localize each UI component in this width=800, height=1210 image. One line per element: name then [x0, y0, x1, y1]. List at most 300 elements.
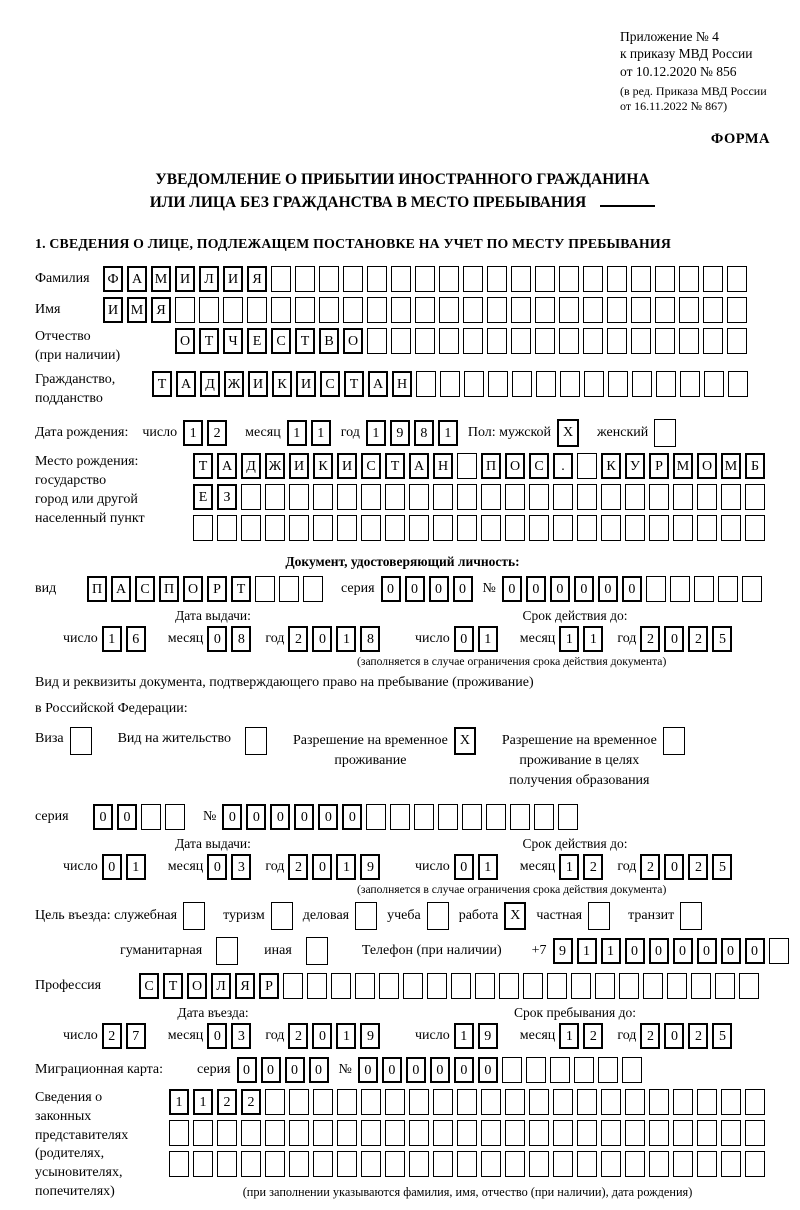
birth-day-input[interactable]	[183, 420, 231, 446]
form-cell[interactable]	[679, 266, 699, 292]
form-cell[interactable]	[547, 973, 567, 999]
form-cell[interactable]	[560, 371, 580, 397]
form-cell[interactable]	[691, 973, 711, 999]
form-cell[interactable]	[625, 1120, 645, 1146]
form-cell[interactable]	[601, 515, 621, 541]
form-cell[interactable]	[553, 484, 573, 510]
form-cell[interactable]	[440, 371, 460, 397]
form-cell[interactable]	[175, 297, 195, 323]
form-cell[interactable]: 0	[270, 804, 290, 830]
form-cell[interactable]	[721, 1151, 741, 1177]
form-cell[interactable]: 0	[454, 1057, 474, 1083]
form-cell[interactable]	[512, 371, 532, 397]
mig-number-input[interactable]	[358, 1057, 646, 1083]
form-cell[interactable]	[169, 1120, 189, 1146]
form-cell[interactable]: Н	[392, 371, 412, 397]
form-cell[interactable]: Т	[163, 973, 183, 999]
form-cell[interactable]: 2	[102, 1023, 122, 1049]
form-cell[interactable]	[265, 1120, 285, 1146]
form-cell[interactable]	[265, 1151, 285, 1177]
doc-series-input[interactable]	[381, 576, 477, 602]
form-cell[interactable]: А	[176, 371, 196, 397]
form-cell[interactable]: 0	[673, 938, 693, 964]
form-cell[interactable]: 0	[93, 804, 113, 830]
form-cell[interactable]: О	[343, 328, 363, 354]
form-cell[interactable]: 0	[207, 1023, 227, 1049]
form-cell[interactable]: 1	[583, 626, 603, 652]
form-cell[interactable]	[529, 484, 549, 510]
form-cell[interactable]	[655, 328, 675, 354]
form-cell[interactable]: О	[175, 328, 195, 354]
form-cell[interactable]: 0	[502, 576, 522, 602]
form-cell[interactable]	[529, 1089, 549, 1115]
form-cell[interactable]: 1	[336, 1023, 356, 1049]
form-cell[interactable]	[553, 1151, 573, 1177]
form-cell[interactable]: С	[135, 576, 155, 602]
form-cell[interactable]	[577, 515, 597, 541]
form-cell[interactable]	[625, 1089, 645, 1115]
form-cell[interactable]	[193, 1120, 213, 1146]
doc-issue-month-input[interactable]	[207, 626, 255, 652]
form-cell[interactable]: 1	[601, 938, 621, 964]
form-cell[interactable]	[510, 804, 530, 830]
form-cell[interactable]	[283, 973, 303, 999]
form-cell[interactable]	[703, 297, 723, 323]
representatives-row2-input[interactable]	[169, 1120, 769, 1146]
mig-series-input[interactable]	[237, 1057, 333, 1083]
form-cell[interactable]	[385, 1151, 405, 1177]
doc-valid-year-input[interactable]	[640, 626, 736, 652]
form-cell[interactable]	[643, 973, 663, 999]
form-cell[interactable]	[680, 371, 700, 397]
form-cell[interactable]	[295, 297, 315, 323]
form-cell[interactable]	[487, 297, 507, 323]
form-cell[interactable]: У	[625, 453, 645, 479]
form-cell[interactable]	[481, 484, 501, 510]
form-cell[interactable]	[331, 973, 351, 999]
form-cell[interactable]	[303, 576, 323, 602]
form-cell[interactable]	[265, 1089, 285, 1115]
form-cell[interactable]	[529, 515, 549, 541]
form-cell[interactable]: М	[151, 266, 171, 292]
form-cell[interactable]	[337, 484, 357, 510]
form-cell[interactable]	[241, 515, 261, 541]
form-cell[interactable]	[697, 1089, 717, 1115]
form-cell[interactable]: И	[289, 453, 309, 479]
form-cell[interactable]: 0	[405, 576, 425, 602]
form-cell[interactable]: Д	[241, 453, 261, 479]
temp-residence-checkbox[interactable]	[454, 727, 480, 755]
form-cell[interactable]	[416, 371, 436, 397]
form-cell[interactable]	[337, 1120, 357, 1146]
form-cell[interactable]: Т	[193, 453, 213, 479]
form-cell[interactable]	[379, 973, 399, 999]
birth-month-input[interactable]	[287, 420, 335, 446]
form-cell[interactable]: 1	[287, 420, 307, 446]
form-cell[interactable]	[313, 515, 333, 541]
form-cell[interactable]	[481, 515, 501, 541]
form-cell[interactable]	[457, 1151, 477, 1177]
form-cell[interactable]	[574, 1057, 594, 1083]
form-cell[interactable]	[457, 453, 477, 479]
form-cell[interactable]: И	[248, 371, 268, 397]
form-cell[interactable]	[217, 1151, 237, 1177]
form-cell[interactable]	[217, 515, 237, 541]
form-cell[interactable]	[601, 1120, 621, 1146]
form-cell[interactable]: М	[673, 453, 693, 479]
form-cell[interactable]: 2	[583, 854, 603, 880]
doc-issue-year-input[interactable]	[288, 626, 384, 652]
form-cell[interactable]: А	[111, 576, 131, 602]
form-cell[interactable]: 1	[559, 626, 579, 652]
form-cell[interactable]	[403, 973, 423, 999]
form-cell[interactable]	[607, 328, 627, 354]
form-cell[interactable]: 9	[478, 1023, 498, 1049]
form-cell[interactable]: 0	[102, 854, 122, 880]
form-cell[interactable]	[745, 484, 765, 510]
form-cell[interactable]	[265, 484, 285, 510]
form-cell[interactable]: 1	[169, 1089, 189, 1115]
form-cell[interactable]	[670, 576, 690, 602]
form-cell[interactable]	[553, 1089, 573, 1115]
form-cell[interactable]	[742, 576, 762, 602]
form-cell[interactable]	[728, 371, 748, 397]
form-cell[interactable]	[337, 1151, 357, 1177]
form-cell[interactable]	[715, 973, 735, 999]
form-cell[interactable]	[439, 266, 459, 292]
purpose-business-checkbox[interactable]	[355, 902, 381, 930]
form-cell[interactable]: А	[217, 453, 237, 479]
phone-input[interactable]	[553, 938, 793, 964]
form-cell[interactable]	[409, 515, 429, 541]
form-cell[interactable]	[534, 804, 554, 830]
form-cell[interactable]	[577, 1151, 597, 1177]
form-cell[interactable]	[183, 902, 205, 930]
form-cell[interactable]: 0	[454, 854, 474, 880]
form-cell[interactable]	[169, 1151, 189, 1177]
form-cell[interactable]	[193, 1151, 213, 1177]
form-cell[interactable]	[409, 484, 429, 510]
form-cell[interactable]	[457, 1120, 477, 1146]
form-cell[interactable]: 0	[625, 938, 645, 964]
form-cell[interactable]: Ж	[224, 371, 244, 397]
form-cell[interactable]	[361, 515, 381, 541]
res-number-input[interactable]	[222, 804, 582, 830]
form-cell[interactable]	[481, 1089, 501, 1115]
stay-day-input[interactable]	[454, 1023, 502, 1049]
form-cell[interactable]	[655, 266, 675, 292]
form-cell[interactable]	[601, 1089, 621, 1115]
form-cell[interactable]	[529, 1151, 549, 1177]
form-cell[interactable]: 0	[430, 1057, 450, 1083]
form-cell[interactable]	[319, 266, 339, 292]
form-cell[interactable]: Т	[152, 371, 172, 397]
form-cell[interactable]	[649, 484, 669, 510]
form-cell[interactable]	[505, 1151, 525, 1177]
form-cell[interactable]: X	[504, 902, 526, 930]
form-cell[interactable]	[721, 1120, 741, 1146]
form-cell[interactable]: Ж	[265, 453, 285, 479]
form-cell[interactable]	[727, 266, 747, 292]
form-cell[interactable]: 1	[311, 420, 331, 446]
form-cell[interactable]	[529, 1120, 549, 1146]
form-cell[interactable]: 1	[478, 626, 498, 652]
form-cell[interactable]: Р	[207, 576, 227, 602]
form-cell[interactable]: П	[87, 576, 107, 602]
form-cell[interactable]	[391, 328, 411, 354]
form-cell[interactable]	[697, 484, 717, 510]
form-cell[interactable]	[433, 1151, 453, 1177]
form-cell[interactable]	[414, 804, 434, 830]
form-cell[interactable]	[463, 266, 483, 292]
form-cell[interactable]: 1	[577, 938, 597, 964]
form-cell[interactable]	[271, 266, 291, 292]
doc-valid-day-input[interactable]	[454, 626, 502, 652]
form-cell[interactable]: 9	[360, 1023, 380, 1049]
form-cell[interactable]	[622, 1057, 642, 1083]
form-cell[interactable]: 0	[207, 854, 227, 880]
form-cell[interactable]	[577, 1089, 597, 1115]
form-cell[interactable]: К	[313, 453, 333, 479]
form-cell[interactable]: С	[529, 453, 549, 479]
form-cell[interactable]: О	[505, 453, 525, 479]
form-cell[interactable]	[487, 328, 507, 354]
form-cell[interactable]: 2	[640, 854, 660, 880]
form-cell[interactable]	[462, 804, 482, 830]
form-cell[interactable]	[439, 328, 459, 354]
form-cell[interactable]	[313, 484, 333, 510]
form-cell[interactable]: 0	[318, 804, 338, 830]
form-cell[interactable]	[481, 1151, 501, 1177]
form-cell[interactable]	[583, 328, 603, 354]
form-cell[interactable]	[535, 297, 555, 323]
purpose-tourism-checkbox[interactable]	[271, 902, 297, 930]
form-cell[interactable]	[526, 1057, 546, 1083]
form-cell[interactable]	[739, 973, 759, 999]
form-cell[interactable]	[366, 804, 386, 830]
form-cell[interactable]	[337, 1089, 357, 1115]
form-cell[interactable]	[745, 515, 765, 541]
form-cell[interactable]: 0	[382, 1057, 402, 1083]
form-cell[interactable]	[559, 297, 579, 323]
form-cell[interactable]	[141, 804, 161, 830]
form-cell[interactable]: 2	[688, 1023, 708, 1049]
purpose-transit-checkbox[interactable]	[680, 902, 706, 930]
form-cell[interactable]	[583, 266, 603, 292]
representatives-row1-input[interactable]	[169, 1089, 769, 1115]
form-cell[interactable]	[217, 1120, 237, 1146]
form-cell[interactable]: Л	[211, 973, 231, 999]
purpose-official-checkbox[interactable]	[183, 902, 209, 930]
form-cell[interactable]: X	[454, 727, 476, 755]
form-cell[interactable]	[619, 973, 639, 999]
surname-input[interactable]	[103, 266, 751, 292]
form-cell[interactable]	[427, 902, 449, 930]
form-cell[interactable]: 0	[312, 626, 332, 652]
form-cell[interactable]: Д	[200, 371, 220, 397]
form-cell[interactable]	[745, 1151, 765, 1177]
form-cell[interactable]	[409, 1089, 429, 1115]
form-cell[interactable]	[385, 1089, 405, 1115]
form-cell[interactable]	[694, 576, 714, 602]
form-cell[interactable]	[385, 1120, 405, 1146]
form-cell[interactable]: 1	[478, 854, 498, 880]
entry-day-input[interactable]	[102, 1023, 150, 1049]
form-cell[interactable]: 0	[721, 938, 741, 964]
form-cell[interactable]	[511, 266, 531, 292]
form-cell[interactable]: О	[187, 973, 207, 999]
form-cell[interactable]: 0	[207, 626, 227, 652]
form-cell[interactable]	[697, 1151, 717, 1177]
form-cell[interactable]	[558, 804, 578, 830]
form-cell[interactable]	[704, 371, 724, 397]
doc-valid-month-input[interactable]	[559, 626, 607, 652]
form-cell[interactable]: 0	[453, 576, 473, 602]
purpose-study-checkbox[interactable]	[427, 902, 453, 930]
form-cell[interactable]: А	[127, 266, 147, 292]
form-cell[interactable]	[745, 1120, 765, 1146]
form-cell[interactable]	[646, 576, 666, 602]
form-cell[interactable]: Р	[649, 453, 669, 479]
form-cell[interactable]: 0	[237, 1057, 257, 1083]
form-cell[interactable]: А	[368, 371, 388, 397]
form-cell[interactable]	[535, 328, 555, 354]
form-cell[interactable]	[271, 902, 293, 930]
form-cell[interactable]: С	[139, 973, 159, 999]
form-cell[interactable]	[721, 515, 741, 541]
form-cell[interactable]	[632, 371, 652, 397]
form-cell[interactable]	[625, 484, 645, 510]
form-cell[interactable]	[625, 1151, 645, 1177]
form-cell[interactable]: 0	[574, 576, 594, 602]
form-cell[interactable]	[487, 266, 507, 292]
form-cell[interactable]	[216, 937, 238, 965]
profession-input[interactable]	[139, 973, 763, 999]
doc-number-input[interactable]	[502, 576, 766, 602]
form-cell[interactable]: Ч	[223, 328, 243, 354]
form-cell[interactable]: П	[159, 576, 179, 602]
form-cell[interactable]: 0	[664, 1023, 684, 1049]
form-cell[interactable]	[679, 297, 699, 323]
form-cell[interactable]	[505, 1120, 525, 1146]
form-cell[interactable]	[475, 973, 495, 999]
form-cell[interactable]	[247, 297, 267, 323]
form-cell[interactable]	[241, 1151, 261, 1177]
form-cell[interactable]	[199, 297, 219, 323]
form-cell[interactable]	[415, 297, 435, 323]
stay-month-input[interactable]	[559, 1023, 607, 1049]
form-cell[interactable]: 2	[688, 626, 708, 652]
form-cell[interactable]	[355, 902, 377, 930]
form-cell[interactable]: X	[557, 419, 579, 447]
citizenship-input[interactable]	[152, 371, 752, 397]
form-cell[interactable]	[319, 297, 339, 323]
form-cell[interactable]: Т	[231, 576, 251, 602]
form-cell[interactable]: 0	[745, 938, 765, 964]
form-cell[interactable]	[505, 484, 525, 510]
form-cell[interactable]	[457, 515, 477, 541]
form-cell[interactable]	[727, 328, 747, 354]
form-cell[interactable]: М	[721, 453, 741, 479]
form-cell[interactable]: 0	[285, 1057, 305, 1083]
form-cell[interactable]	[391, 297, 411, 323]
form-cell[interactable]	[306, 937, 328, 965]
form-cell[interactable]: 0	[358, 1057, 378, 1083]
form-cell[interactable]	[697, 515, 717, 541]
form-cell[interactable]	[279, 576, 299, 602]
form-cell[interactable]	[679, 328, 699, 354]
form-cell[interactable]: 0	[312, 1023, 332, 1049]
form-cell[interactable]	[721, 484, 741, 510]
form-cell[interactable]: .	[553, 453, 573, 479]
form-cell[interactable]: 1	[454, 1023, 474, 1049]
form-cell[interactable]: В	[319, 328, 339, 354]
form-cell[interactable]	[673, 1089, 693, 1115]
form-cell[interactable]: 0	[246, 804, 266, 830]
form-cell[interactable]	[745, 1089, 765, 1115]
form-cell[interactable]	[583, 297, 603, 323]
form-cell[interactable]: 5	[712, 626, 732, 652]
form-cell[interactable]: Р	[259, 973, 279, 999]
form-cell[interactable]: 1	[193, 1089, 213, 1115]
form-cell[interactable]	[663, 727, 685, 755]
form-cell[interactable]: 0	[261, 1057, 281, 1083]
form-cell[interactable]	[502, 1057, 522, 1083]
form-cell[interactable]	[601, 1151, 621, 1177]
purpose-private-checkbox[interactable]	[588, 902, 614, 930]
form-cell[interactable]: 8	[231, 626, 251, 652]
form-cell[interactable]	[523, 973, 543, 999]
form-cell[interactable]	[451, 973, 471, 999]
form-cell[interactable]	[536, 371, 556, 397]
form-cell[interactable]	[703, 328, 723, 354]
form-cell[interactable]	[721, 1089, 741, 1115]
form-cell[interactable]	[433, 1120, 453, 1146]
form-cell[interactable]	[559, 266, 579, 292]
form-cell[interactable]: 1	[102, 626, 122, 652]
purpose-other-checkbox[interactable]	[306, 937, 332, 965]
form-cell[interactable]	[649, 1151, 669, 1177]
form-cell[interactable]: Я	[247, 266, 267, 292]
form-cell[interactable]: 1	[366, 420, 386, 446]
form-cell[interactable]: 2	[288, 1023, 308, 1049]
form-cell[interactable]	[769, 938, 789, 964]
res-valid-year-input[interactable]	[640, 854, 736, 880]
form-cell[interactable]: 0	[406, 1057, 426, 1083]
entry-year-input[interactable]	[288, 1023, 384, 1049]
form-cell[interactable]	[673, 1120, 693, 1146]
form-cell[interactable]: 2	[583, 1023, 603, 1049]
form-cell[interactable]	[505, 515, 525, 541]
form-cell[interactable]	[553, 515, 573, 541]
form-cell[interactable]: Н	[433, 453, 453, 479]
form-cell[interactable]: 1	[559, 854, 579, 880]
form-cell[interactable]	[588, 902, 610, 930]
form-cell[interactable]	[601, 484, 621, 510]
birth-place-row2-input[interactable]	[193, 484, 769, 510]
form-cell[interactable]: 2	[217, 1089, 237, 1115]
birth-year-input[interactable]	[366, 420, 462, 446]
form-cell[interactable]: Я	[235, 973, 255, 999]
res-issue-month-input[interactable]	[207, 854, 255, 880]
form-cell[interactable]: 0	[478, 1057, 498, 1083]
form-cell[interactable]	[631, 328, 651, 354]
form-cell[interactable]	[289, 1151, 309, 1177]
form-cell[interactable]	[718, 576, 738, 602]
form-cell[interactable]	[390, 804, 410, 830]
form-cell[interactable]	[289, 1120, 309, 1146]
form-cell[interactable]	[680, 902, 702, 930]
